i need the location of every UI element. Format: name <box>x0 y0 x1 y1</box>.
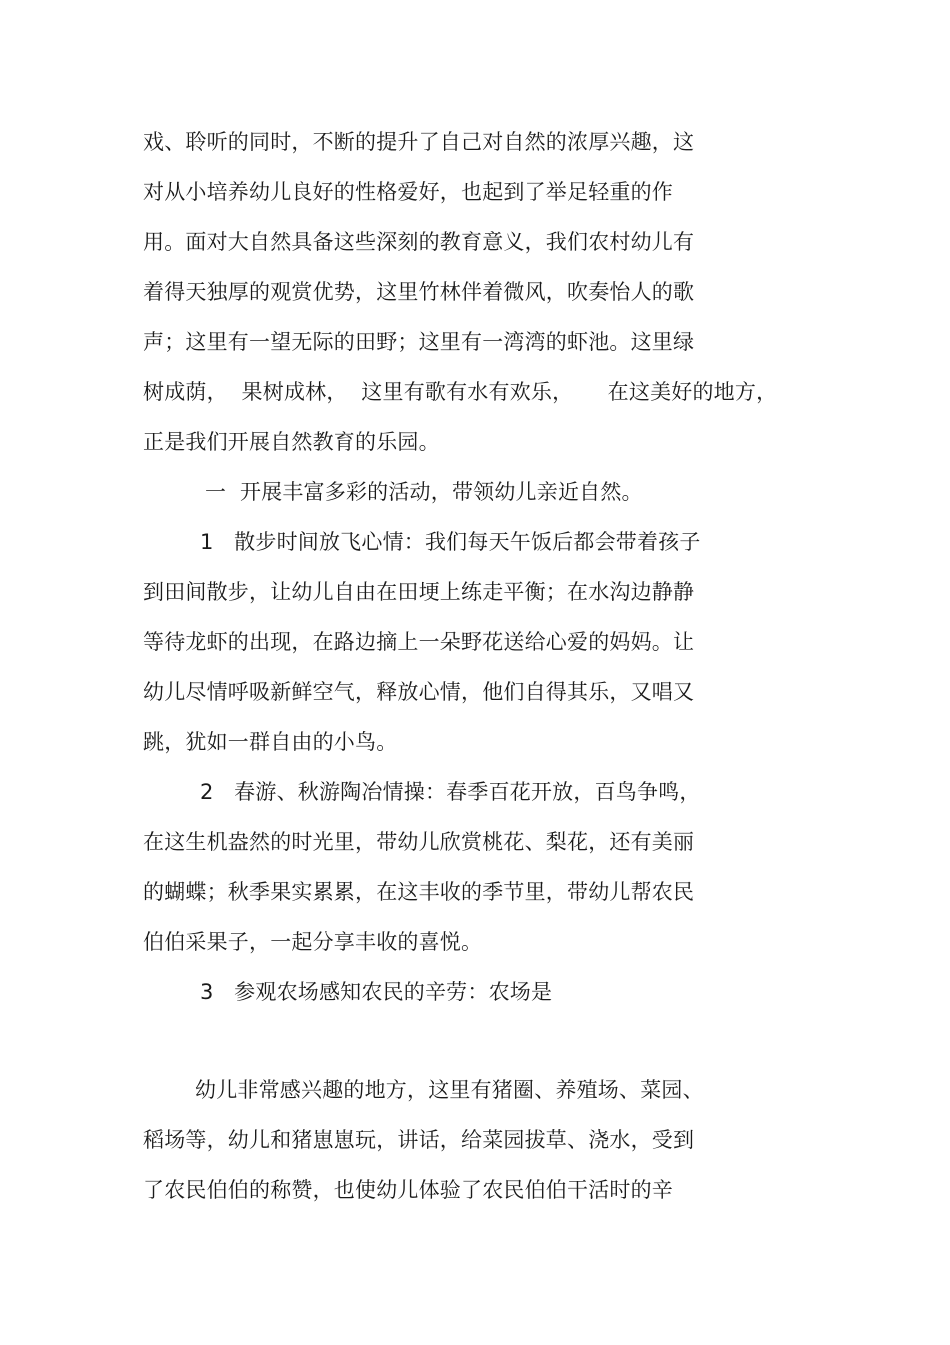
section-heading: 一 开展丰富多彩的活动，带领幼儿亲近自然。 <box>205 480 643 504</box>
list-item-1: 1 散步时间放飞心情：我们每天午饭后都会带着孩子 <box>200 530 701 554</box>
text-line: 幼儿尽情呼吸新鲜空气，释放心情，他们自得其乐，又唱又 <box>143 680 695 704</box>
text-line: 对从小培养幼儿良好的性格爱好，也起到了举足轻重的作 <box>143 180 673 204</box>
text-line: 着得天独厚的观赏优势，这里竹林伴着微风，吹奏怡人的歌 <box>143 280 695 304</box>
text-line: 在这生机盎然的时光里，带幼儿欣赏桃花、梨花，还有美丽 <box>143 830 695 854</box>
text-line: 正是我们开展自然教育的乐园。 <box>143 430 440 454</box>
text-line: 树成荫， 果树成林， 这里有歌有水有欢乐， 在这美好的地方， <box>143 380 778 404</box>
text-line: 了农民伯伯的称赞，也使幼儿体验了农民伯伯干活时的辛 <box>143 1178 673 1202</box>
text-line: 戏、聆听的同时，不断的提升了自己对自然的浓厚兴趣，这 <box>143 130 695 154</box>
text-line: 的蝴蝶；秋季果实累累，在这丰收的季节里，带幼儿帮农民 <box>143 880 695 904</box>
text-line: 跳，犹如一群自由的小鸟。 <box>143 730 398 754</box>
text-line: 等待龙虾的出现，在路边摘上一朵野花送给心爱的妈妈。让 <box>143 630 695 654</box>
list-item-2: 2 春游、秋游陶冶情操：春季百花开放，百鸟争鸣， <box>200 780 701 804</box>
text-line: 声；这里有一望无际的田野；这里有一湾湾的虾池。这里绿 <box>143 330 695 354</box>
text-line: 到田间散步，让幼儿自由在田埂上练走平衡；在水沟边静静 <box>143 580 695 604</box>
text-line: 用。面对大自然具备这些深刻的教育意义，我们农村幼儿有 <box>143 230 695 254</box>
list-item-3: 3 参观农场感知农民的辛劳：农场是 <box>200 980 553 1004</box>
text-line: 幼儿非常感兴趣的地方，这里有猪圈、养殖场、菜园、 <box>195 1078 704 1102</box>
text-line: 稻场等，幼儿和猪崽崽玩，讲话，给菜园拔草、浇水，受到 <box>143 1128 695 1152</box>
text-line: 伯伯采果子，一起分享丰收的喜悦。 <box>143 930 483 954</box>
